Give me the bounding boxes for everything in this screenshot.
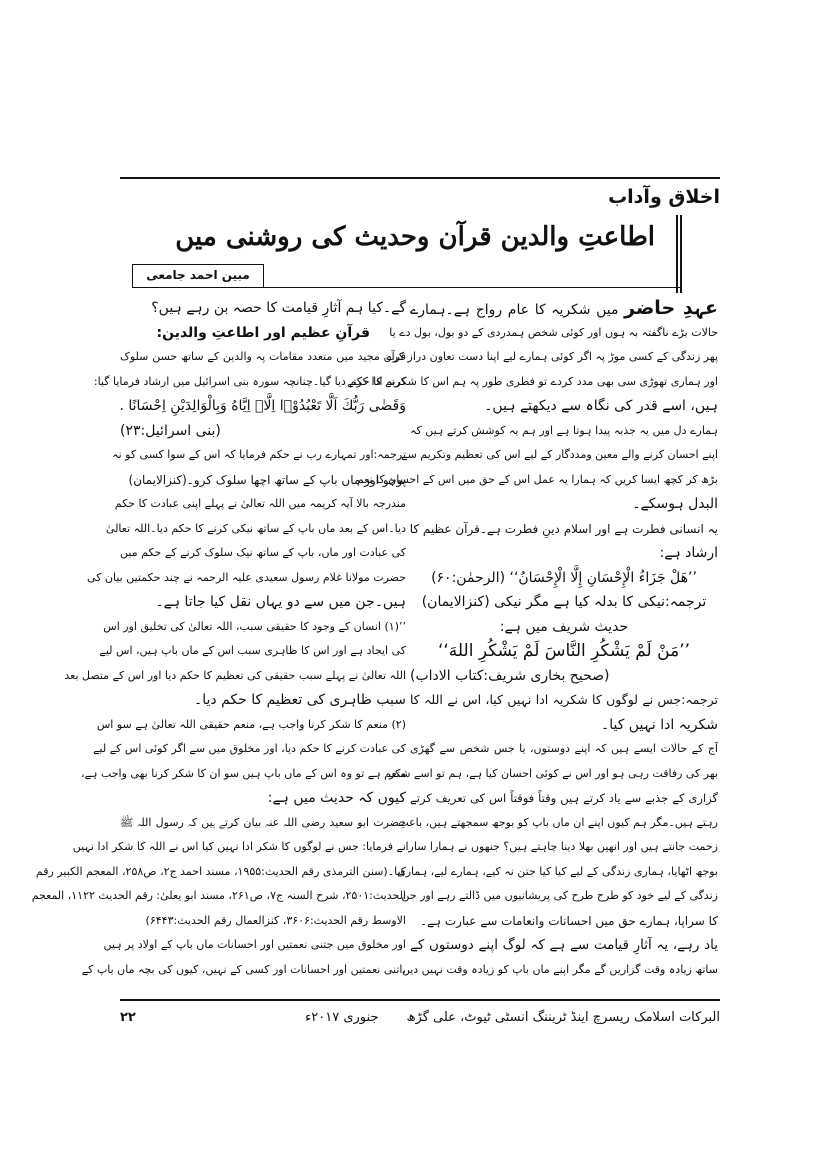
text-line: دیا۔اس کے بعد ماں باپ کے ساتھ نیکی کرنے کا حکم دیا۔اللہ تعالیٰ xyxy=(105,521,406,535)
text-line: اور ہماری تھوڑی سی بھی مدد کردے تو فطری طور پہ ہم اس کا شکریہ ادا کرتے xyxy=(347,374,718,388)
text-line: (بنی اسرائیل:۲۳) xyxy=(120,422,221,439)
footer xyxy=(120,1007,720,1029)
text-line: کی عبادت کرنے کا حکم دیا، اور مخلوق میں سے اگر کوئی اس کے لیے xyxy=(93,742,406,755)
text-line: پوجو اور ماں باپ کے ساتھ اچھا سلوک کرو۔(کنزالایمان) xyxy=(128,472,406,487)
title-vertical-rule xyxy=(676,215,678,293)
text-line: ترجمہ:نیکی کا بدلہ کیا ہے مگر نیکی (کنزالایمان) xyxy=(421,594,707,610)
text-line: منعم ہے تو وہ اس کے ماں باپ ہیں سو ان کا شکر کرنا بھی واجب ہے، xyxy=(81,766,406,780)
footer-date: جنوری ۲۰۱۷ء xyxy=(305,1010,379,1025)
text-line: زحمت جانتے ہیں اور انھیں بھلا دینا چاہتے ہیں؟ جنھوں نے ہمارا سارا xyxy=(405,840,718,853)
text-line: اللہ تعالیٰ نے پہلے سبب حقیقی کی تعظیم کا حکم دیا اور اس کے متصل بعد xyxy=(64,668,406,682)
text-line: ’’مَنْ لَمْ يَشْكُرِ النَّاسَ لَمْ يَشْكُرِ اللهَ‘‘ xyxy=(437,641,690,661)
text-line: ،اتنی نعمتیں اور احسانات اور کسی کے نہیں، کیوں کی بچہ ماں باپ کے xyxy=(81,962,406,976)
text-line: گے۔کیا ہم آثارِ قیامت کا حصہ بن رہے ہیں؟ xyxy=(151,300,406,316)
text-line: یاد رہے، یہ آثارِ قیامت سے ہے کہ لوگ اپنے دوستوں کے xyxy=(410,937,718,953)
top-rule xyxy=(120,177,720,179)
text-line: (صحیح بخاری شریف:کتاب الاداب) xyxy=(410,667,610,684)
text-line: اپنے احسان کرنے والے معین ومددگار کے لیے اس کی تعظیم وتکریم سے xyxy=(401,448,718,461)
section-label: اخلاق وآداب xyxy=(608,186,720,208)
lead-word: عہدِ حاضر xyxy=(624,297,718,319)
text-line: ارشاد ہے: xyxy=(659,545,718,561)
text-line: سبب ظاہری کی تعظیم کا حکم دیا۔ xyxy=(194,692,406,708)
title-vertical-rule xyxy=(680,215,682,293)
text-line: اور مخلوق میں جتنی نعمتیں اور احسانات ماں باپ کے اولاد پر ہیں xyxy=(103,938,406,951)
title-underline xyxy=(264,287,680,288)
text-line: ہمارے دل میں یہ جذبہ پیدا ہوتا ہے اور ہم یہ کوشش کرتے ہیں کہ xyxy=(410,423,718,437)
text-line: گزاری کے جذبے سے یاد کرتے ہیں وقتاً فوقتاً اس کی تعریف کرتے xyxy=(410,791,718,805)
article-title: اطاعتِ والدین قرآن وحدیث کی روشنی میں xyxy=(175,222,655,252)
text-line: بوجھ اٹھایا، ہماری زندگی کے لیے کیا کیا جتن نہ کیے، ہمارے لیے، ہماری xyxy=(397,864,718,878)
text-line: نے فرمایا: جس نے لوگوں کا شکر ادا نہیں کیا اس نے اللہ کا شکر ادا نہیں xyxy=(72,840,406,853)
text-line: حدیث شریف میں ہے: xyxy=(499,618,629,635)
text-line: ہیں، اسے قدر کی نگاہ سے دیکھتے ہیں۔ xyxy=(484,398,718,414)
text-line: آج کے حالات ایسے ہیں کہ اپنے دوستوں، یا جس شخص سے گھڑی xyxy=(410,742,718,755)
text-line: بھر کی رفاقت رہی ہو اور اس نے کوئی احسان کیا ہے، ہم تو اسے شکر xyxy=(389,766,718,780)
text-line: شکریہ ادا نہیں کیا۔ xyxy=(601,716,718,733)
text-line: ہیں۔جن میں سے دو یہاں نقل کیا جاتا ہے۔ xyxy=(155,594,406,610)
text-line: حضرت مولانا غلام رسول سعیدی علیہ الرحمہ نے چند حکمتیں بیان کی xyxy=(87,570,406,584)
text-line: رہتے ہیں۔مگر ہم کیوں اپنے ان ماں باپ کو بوجھ سمجھتے ہیں، باعثِ xyxy=(398,815,718,829)
left-column xyxy=(31,296,406,982)
text-line: مندرجہ بالا آیہ کریمہ میں اللہ تعالیٰ نے پہلے اپنی عبادت کا حکم xyxy=(114,497,406,510)
author-box: مبین احمد جامعی xyxy=(132,264,264,288)
text-line: ترجمہ:جس نے لوگوں کا شکریہ ادا نہیں کیا، اس نے اللہ کا xyxy=(410,692,718,707)
text-line: (۲) منعم کا شکر کرنا واجب ہے، منعم حقیقی اللہ تعالیٰ ہے سو اس xyxy=(96,717,406,731)
text-line: پھر زندگی کے کسی موڑ پہ اگر کوئی ہمارے لیے اپنا دست تعاون دراز کرے xyxy=(386,350,718,363)
bottom-rule xyxy=(120,999,720,1001)
footer-publisher: البرکات اسلامک ریسرچ اینڈ ٹریننگ انسٹی ٹیوٹ، علی گڑھ xyxy=(406,1010,720,1025)
text-line: حالات بڑے ناگفتہ بہ ہوں اور کوئی شخص ہمدردی کے دو بول، بول دے یا xyxy=(389,325,718,339)
page-number: ۲۲ xyxy=(120,1010,136,1025)
text-line: کا سراپا، ہمارے حق میں احسانات وانعامات سے عبارت ہے۔ xyxy=(419,913,718,928)
text-line: زندگی کے لیے خود کو طرح طرح کی پریشانیوں میں ڈالتے رہے اور جن xyxy=(401,889,718,902)
section-heading: قرآنِ عظیم اور اطاعتِ والدین: xyxy=(156,324,370,341)
text-line: وَقَضٰى رَبُّكَ اَلَّا تَعْبُدُوْۤا اِلَّاۤ اِیَّاهُ وَبِالْوَالِدَیْنِ اِحْسَانًا . xyxy=(119,398,406,414)
text-line: کرنے کا حکم دیا گیا۔چنانچہ سورہ بنی اسرائیل میں ارشاد فرمایا گیا: xyxy=(93,374,406,388)
text-line: الاوسط رقم الحدیث:۳۶۰۶، کنزالعمال رقم الحدیث:۶۴۴۳) xyxy=(145,913,406,927)
text-line: حضرت ابو سعید رضی اللہ عنہ بیان کرتے ہیں کہ رسول اللہ ﷺ xyxy=(120,815,406,829)
text-line: یہ انسانی فطرت ہے اور اسلام دینِ فطرت ہے۔قرآن عظیم کا xyxy=(409,521,718,536)
text-line: البدل ہوسکے۔ xyxy=(632,496,718,512)
text-line: ترجمہ:اور تمہارے رب نے حکم فرمایا کہ اس کے سوا کسی کو نہ xyxy=(112,448,406,461)
right-column xyxy=(347,296,718,982)
text-line: کی ایجاد ہے اور اس کا ظاہری سبب اس کے ماں باپ ہیں، اس لیے xyxy=(99,644,406,657)
text-line: ساتھ زیادہ وقت گزاریں گے مگر اپنے ماں باپ کو زیادہ وقت نہیں دیں xyxy=(401,962,718,976)
text-line: الحدیث:۲۵۰۱، شرح السنہ ج۷، ص۲۶۱، مسند ابو یعلیٰ: رقم الحدیث ۱۱۲۲، المعجم xyxy=(31,889,406,902)
text-line: ’’(۱) انسان کے وجود کا حقیقی سبب، اللہ تعالیٰ کی تخلیق اور اس xyxy=(103,619,406,633)
text-line: قرآن مجید میں متعدد مقامات پہ والدین کے ساتھ حسن سلوک xyxy=(120,350,406,363)
text-line: کی عبادت اور ماں، باپ کے ساتھ نیک سلوک کرنے کے حکم میں xyxy=(120,546,406,559)
text-line: ’’هَلْ جَزَاءُ الْإِحْسَانِ إِلَّا الْإِحْسَانُ‘‘ (الرحمٰن:۶۰) xyxy=(431,569,697,586)
text-line xyxy=(410,296,718,321)
text-line: کیوں کہ حدیث میں ہے: xyxy=(267,790,406,806)
text-line-rest: میں شکریہ کا عام رواج ہے۔ہمارے xyxy=(410,302,625,318)
text-line: کیا۔(سنن الترمذی رقم الحدیث:۱۹۵۵، مسند احمد ج۲، ص۲۵۸، المعجم الکبیر رقم xyxy=(35,864,406,878)
text-line: بڑھ کر کچھ ایسا کریں کہ ہمارا یہ عمل اس کے حق میں اس کے احسان کا نعم xyxy=(356,472,718,486)
